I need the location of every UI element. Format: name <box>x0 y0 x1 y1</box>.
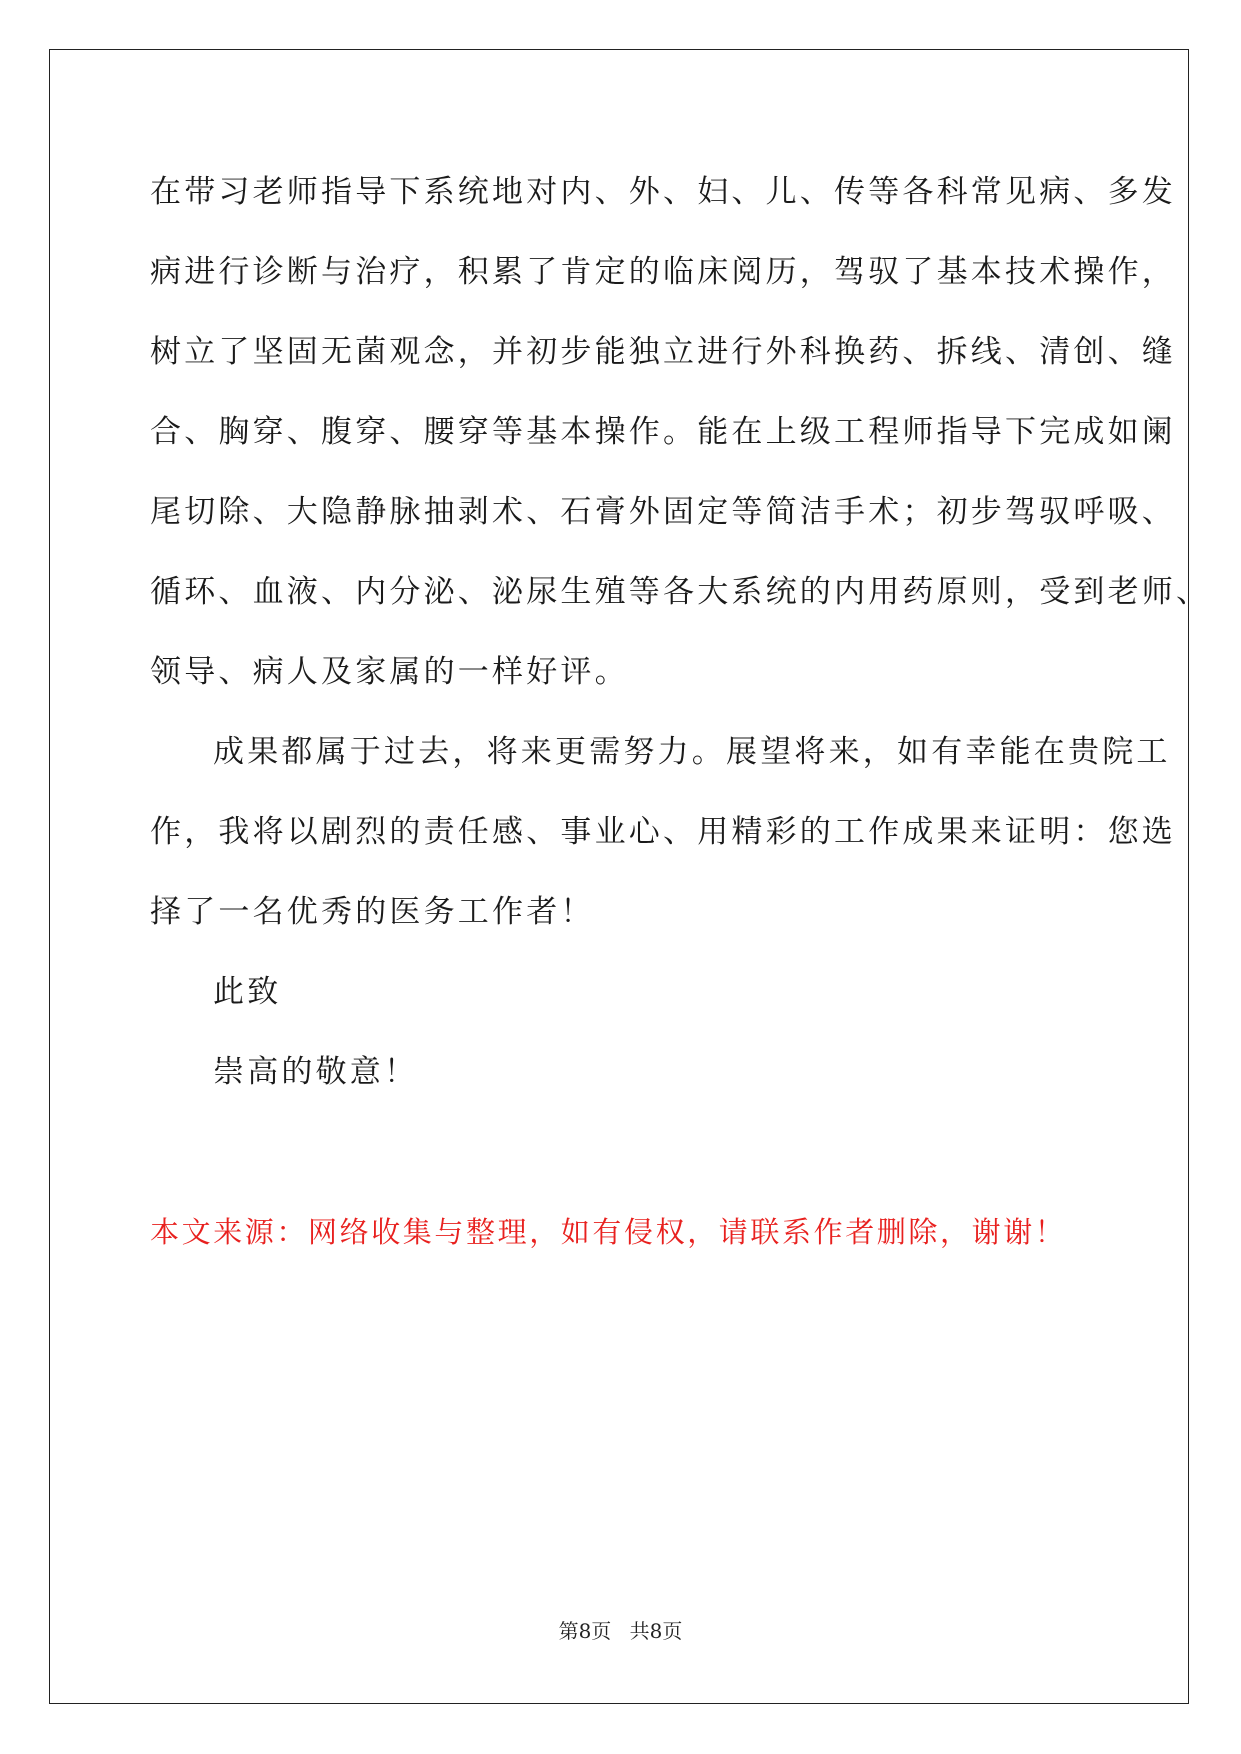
page-footer <box>0 1618 1241 1644</box>
paragraph-line: 合、胸穿、腹穿、腰穿等基本操作。能在上级工程师指导下完成如阑 <box>150 414 1176 450</box>
paragraph-line: 作，我将以剧烈的责任感、事业心、用精彩的工作成果来证明：您选 <box>150 814 1176 850</box>
source-disclaimer: 本文来源：网络收集与整理，如有侵权，请联系作者删除，谢谢！ <box>150 1215 1067 1249</box>
paragraph-line: 树立了坚固无菌观念，并初步能独立进行外科换药、拆线、清创、缝 <box>150 334 1176 370</box>
closing-salutation: 此致 <box>213 974 282 1010</box>
page-total: 共8页 <box>629 1619 683 1643</box>
paragraph-line: 病进行诊断与治疗，积累了肯定的临床阅历，驾驭了基本技术操作， <box>150 254 1176 290</box>
paragraph-line: 尾切除、大隐静脉抽剥术、石膏外固定等简洁手术；初步驾驭呼吸、 <box>150 494 1176 530</box>
paragraph-line: 成果都属于过去，将来更需努力。展望将来，如有幸能在贵院工 <box>213 734 1171 770</box>
paragraph-line: 循环、血液、内分泌、泌尿生殖等各大系统的内用药原则，受到老师、 <box>150 574 1211 610</box>
paragraph-line: 领导、病人及家属的一样好评。 <box>150 654 629 690</box>
page-number: 第8页 <box>558 1619 612 1643</box>
page-border <box>49 49 1189 1704</box>
paragraph-line: 在带习老师指导下系统地对内、外、妇、儿、传等各科常见病、多发 <box>150 174 1176 210</box>
paragraph-line: 择了一名优秀的医务工作者！ <box>150 894 595 930</box>
closing-regards: 崇高的敬意！ <box>213 1054 419 1090</box>
